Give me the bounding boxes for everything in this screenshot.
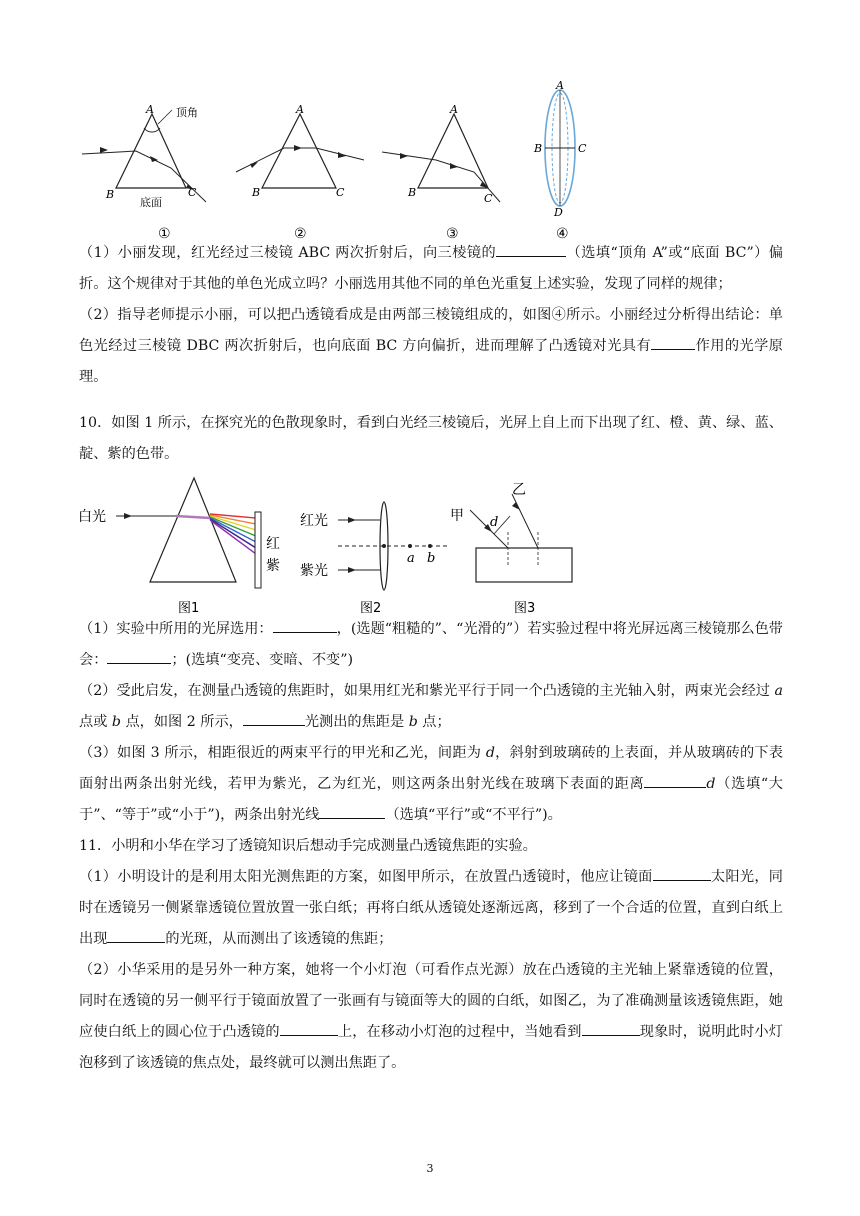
answer-blank[interactable] — [496, 242, 566, 257]
label-b: B — [252, 186, 261, 199]
lens-focus-figure-2 — [298, 470, 458, 620]
label-b: B — [408, 186, 417, 199]
figure-caption: 图3 — [514, 601, 536, 616]
figure-caption: 图2 — [360, 601, 382, 616]
glass-brick-figure-3 — [448, 470, 588, 620]
figure-number: ① — [158, 226, 171, 240]
purple-light-label: 紫光 — [300, 563, 328, 579]
label-a: A — [146, 103, 154, 116]
apex-label: 顶角 — [176, 106, 198, 119]
label-c: C — [484, 192, 493, 205]
label-a: A — [450, 103, 458, 116]
label-c: C — [336, 186, 345, 199]
label-c: C — [188, 186, 197, 199]
q9-part2: （2）指导老师提示小丽，可以把凸透镜看成是由两部三棱镜组成的，如图④所示。小丽经过分析得出结论：单色光经过三棱镜 DBC 两次折射后，也向底面 BC 方向偏折，进而理解了凸透镜对光具有 作用的光学原理。 — [79, 307, 783, 385]
answer-blank[interactable] — [243, 711, 305, 726]
prism-figure-2 — [228, 80, 378, 240]
answer-blank[interactable] — [653, 866, 711, 881]
label-b: B — [534, 142, 543, 155]
figure-caption: 图1 — [178, 601, 200, 616]
q11-part1: （1）小明设计的是利用太阳光测焦距的方案，如图甲所示，在放置凸透镜时，他应让镜面 太阳光，同时在透镜另一侧紧靠透镜位置放置一张白纸；再将白纸从透镜处逐渐远离，移到了一个合适的位置，直到白纸上出现 的光斑，从而测出了该透镜的焦距； — [79, 862, 783, 955]
page-number: 3 — [426, 1162, 434, 1175]
label-d: D — [554, 206, 563, 219]
q11-part2: （2）小华采用的是另外一种方案，她将一个小灯泡（可看作点光源）放在凸透镜的主光轴上紧靠透镜的位置，同时在透镜的另一侧平行于镜面放置了一张画有与镜面等大的圆的白纸，如图乙，为了准确测量该透镜焦距，她应使白纸上的圆心位于凸透镜的 上，在移动小灯泡的过程中，当她看到 现象时，说明此时小灯泡移到了该透镜的焦点处，最终就可以测出焦距了。 — [79, 962, 783, 1071]
q10-part2: （2）受此启发，在测量凸透镜的焦距时，如果用红光和紫光平行于同一个凸透镜的主光轴入射，两束光会经过 a 点或 b 点，如图 2 所示， 光测出的焦距是 b 点； — [79, 683, 783, 730]
figure-number: ③ — [446, 226, 459, 240]
base-label: 底面 — [140, 196, 162, 209]
dispersion-figure-1 — [78, 470, 288, 620]
figure-number: ④ — [556, 226, 569, 240]
red-light-label: 红光 — [300, 513, 328, 529]
point-a-label: a — [407, 551, 415, 566]
label-c: C — [578, 142, 587, 155]
answer-blank[interactable] — [651, 335, 695, 350]
answer-blank[interactable] — [273, 618, 337, 633]
q9-part1: （1）小丽发现，红光经过三棱镜 ABC 两次折射后，向三棱镜的 （选填“顶角 A”或“底面 BC”）偏折。这个规律对于其他的单色光成立吗？小丽选用其他不同的单色光重复上述实验，发现了同样的规律； — [79, 238, 783, 300]
d-label: d — [490, 515, 499, 530]
jia-label: 甲 — [450, 508, 464, 524]
answer-blank[interactable] — [582, 1021, 640, 1036]
answer-blank[interactable] — [107, 649, 171, 664]
label-b: B — [106, 188, 115, 201]
prism-figure-1 — [78, 80, 228, 240]
purple-label: 紫 — [266, 558, 280, 574]
answer-blank[interactable] — [644, 773, 706, 788]
lens-figure-4 — [528, 80, 608, 240]
answer-blank[interactable] — [280, 1021, 338, 1036]
yi-label: 乙 — [512, 482, 526, 498]
answer-blank[interactable] — [107, 928, 165, 943]
point-b-label: b — [427, 551, 436, 566]
figure-number: ② — [294, 226, 307, 240]
red-label: 红 — [266, 536, 280, 552]
label-a: A — [296, 103, 304, 116]
answer-blank[interactable] — [319, 804, 385, 819]
q10-part3: （3）如图 3 所示，相距很近的两束平行的甲光和乙光，间距为 d，斜射到玻璃砖的上表面，并从玻璃砖的下表面射出两条出射光线，若甲为紫光，乙为红光，则这两条出射光线在玻璃下表面的距离 d（选填“大于”、“等于”或“小于”)，两条出射光线 （选填“平行”或“不平行”)。 — [79, 745, 783, 823]
label-a: A — [556, 80, 564, 92]
prism-figure-3 — [378, 80, 528, 240]
q10-part1: （1）实验中所用的光屏选用： ，(选题“粗糙的”、“光滑的”）若实验过程中将光屏远离三棱镜那么色带会： ；(选填“变亮、变暗、不变”) — [79, 614, 783, 676]
white-light-label: 白光 — [78, 509, 106, 525]
q10-intro: 10．如图 1 所示，在探究光的色散现象时，看到白光经三棱镜后，光屏上自上而下出现了红、橙、黄、绿、蓝、靛、紫的色带。 — [79, 415, 783, 462]
q11-intro: 11．小明和小华在学习了透镜知识后想动手完成测量凸透镜焦距的实验。 — [79, 838, 537, 854]
